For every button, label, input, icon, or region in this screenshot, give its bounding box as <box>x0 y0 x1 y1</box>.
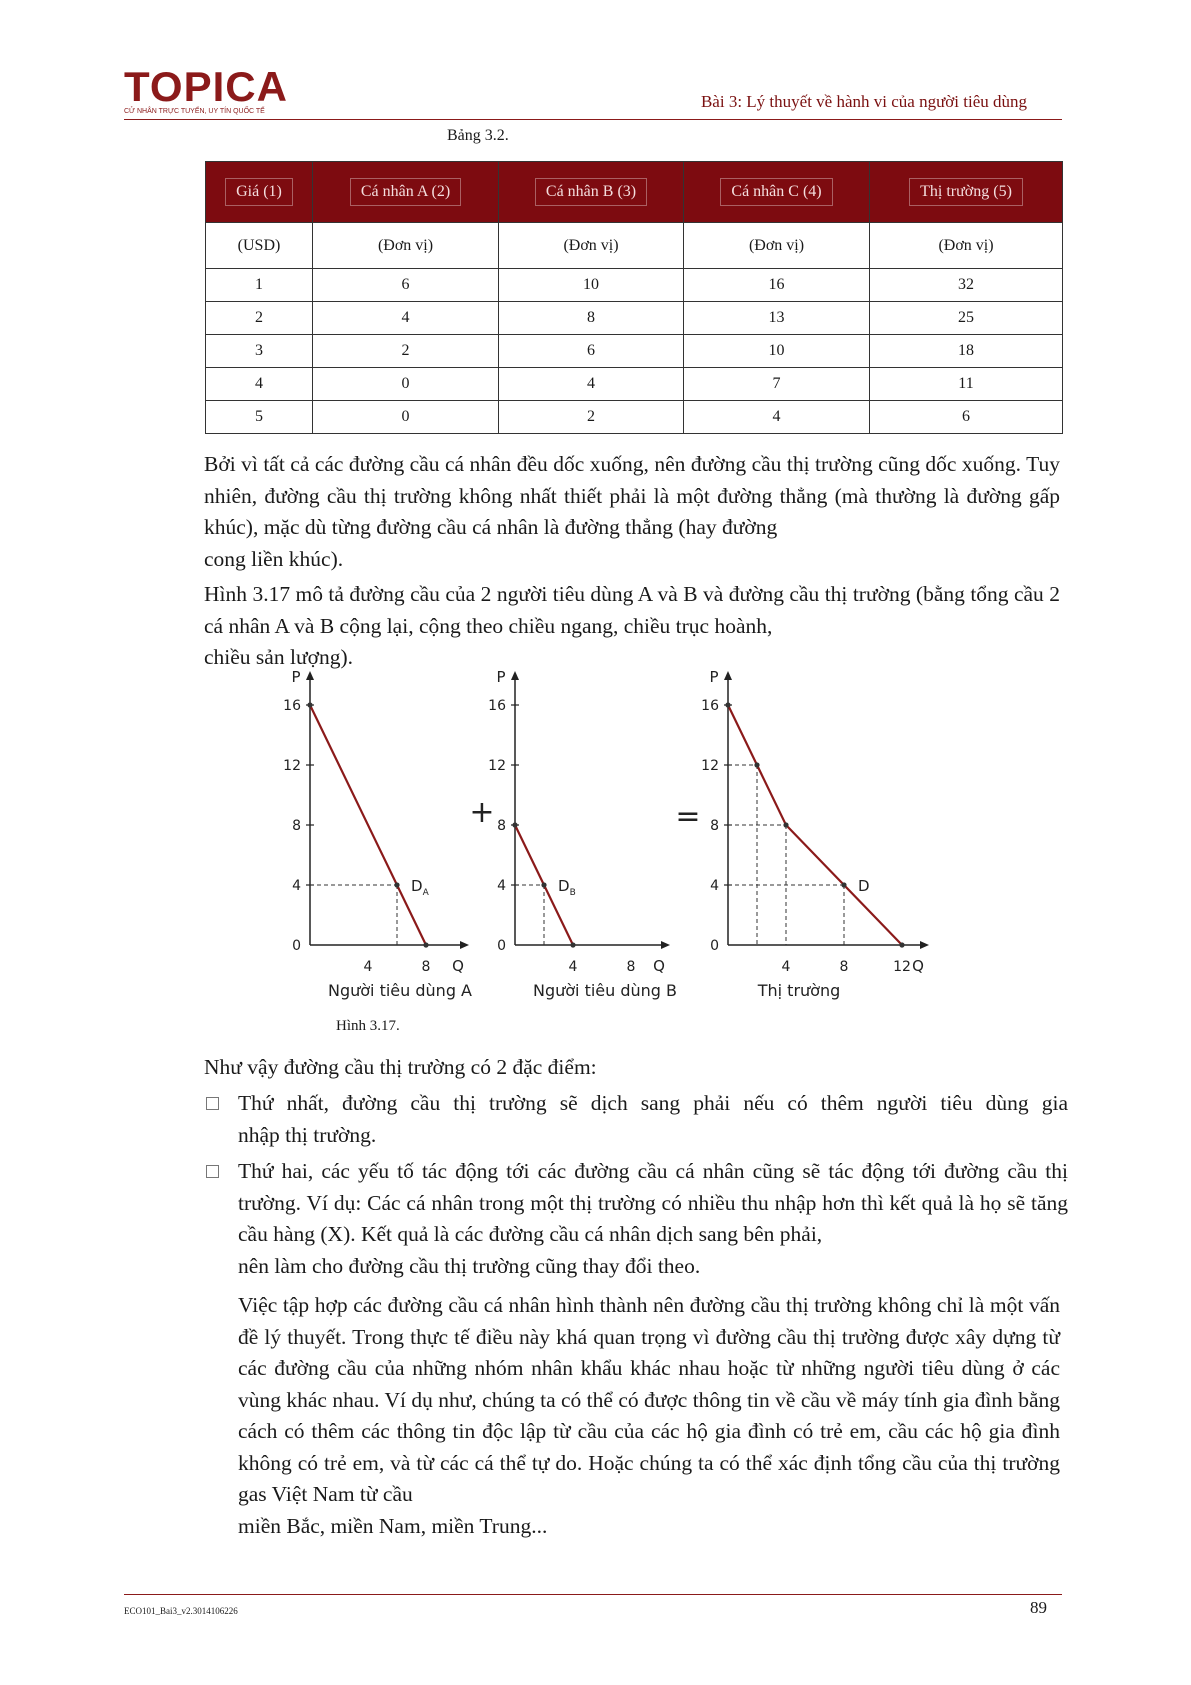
table-units-row <box>206 223 1063 269</box>
paragraph-text: Việc tập hợp các đường cầu cá nhân hình thành nên đường cầu thị trường không chỉ là một vấn đề lý thuyết. Trong thực tế điều này khá quan trọng vì đường cầu thị trường được xây dựng từ các đường cầu của những nhóm nhân khẩu khác nhau hoặc từ những người tiêu dùng ở các vùng khác nhau. Ví dụ như, chúng ta có thể có được thông tin về cầu về máy tính gia đình bằng cách có thêm các thông tin độc lập từ cầu của các hộ gia đình có trẻ em, cầu các hộ gia đình không có trẻ em, và từ các cá thể tự do. Hoặc chúng ta có thể xác định tổng cầu của thị trường gas Việt Nam từ cầu <box>238 1293 1060 1506</box>
x-tick-label: 4 <box>781 959 791 975</box>
y-tick-label: 12 <box>488 758 506 774</box>
table-cell: 5 <box>206 401 313 434</box>
y-tick-label: 4 <box>710 878 719 894</box>
table-cell: 4 <box>313 302 499 335</box>
curve-label: $D_B$ <box>558 877 576 898</box>
x-axis-label: Q <box>912 957 924 975</box>
y-tick-label: 16 <box>283 698 301 714</box>
x-tick-label: 8 <box>421 959 431 975</box>
table-cell: 1 <box>206 269 313 302</box>
y-tick-label: 4 <box>292 878 301 894</box>
table-header-cell: Thị trường (5) <box>870 162 1063 223</box>
bullet-text: nên làm cho đường cầu thị trường cũng thay đổi theo. <box>238 1253 701 1278</box>
x-axis-arrow <box>460 941 469 949</box>
table-cell: 6 <box>313 269 499 302</box>
table-cell: 2 <box>313 335 499 368</box>
x-axis-arrow <box>661 941 670 949</box>
table-cell: 6 <box>499 335 684 368</box>
table-cell: (Đơn vị) <box>313 223 499 269</box>
paragraph <box>204 579 1060 674</box>
curve-point <box>841 882 846 887</box>
curve-label: $D_A$ <box>411 877 429 898</box>
figure-caption: Hình 3.17. <box>336 1018 400 1034</box>
x-axis-arrow <box>920 941 929 949</box>
logo-tagline: CỬ NHÂN TRỰC TUYẾN, UY TÍN QUỐC TẾ <box>124 108 265 115</box>
table-cell: 11 <box>870 368 1063 401</box>
topica-logo <box>124 63 288 124</box>
panel-title: Người tiêu dùng B <box>532 981 678 1000</box>
plus-sign: + <box>469 795 495 830</box>
x-tick-label: 8 <box>626 959 636 975</box>
bullet-text: Thứ nhất, đường cầu thị trường sẽ dịch sang phải nếu có thêm người tiêu dùng gia <box>238 1091 1068 1115</box>
footer-divider <box>124 1594 1062 1595</box>
table-row <box>206 269 1063 302</box>
bullet-text: nhập thị trường. <box>238 1122 377 1147</box>
curve-point <box>307 702 312 707</box>
demand-curve <box>310 705 426 945</box>
table-cell: 4 <box>684 401 870 434</box>
x-tick-label: 4 <box>568 959 578 975</box>
demand-table <box>205 161 1063 434</box>
table-cell: 6 <box>870 401 1063 434</box>
paragraph-text: chiều sản lượng). <box>204 645 353 669</box>
table-cell: (Đơn vị) <box>870 223 1063 269</box>
y-tick-label: 16 <box>701 698 719 714</box>
table-cell: 13 <box>684 302 870 335</box>
logo-text: TOPICA <box>124 63 288 110</box>
table-header-cell: Cá nhân A (2) <box>313 162 499 223</box>
table-cell: 16 <box>684 269 870 302</box>
y-axis-arrow <box>724 671 732 680</box>
paragraph-text: cong liền khúc). <box>204 546 344 571</box>
header-divider <box>124 119 1062 120</box>
chart-panel-consumer-b <box>488 670 677 1000</box>
table-cell: (USD) <box>206 223 313 269</box>
x-axis-label: Q <box>653 957 665 975</box>
curve-point <box>754 762 759 767</box>
bullet-text: Thứ hai, các yếu tố tác động tới các đường cầu cá nhân cũng sẽ tác động tới đường cầu thị trường. Ví dụ: Các cá nhân trong một thị trường có nhiều thu nhập hơn thì kết quả là họ sẽ tăng cầu hàng (X). Kết quả là các đường cầu cá nhân dịch sang bên phải, <box>238 1159 1068 1246</box>
y-tick-label: 12 <box>701 758 719 774</box>
curve-point <box>725 702 730 707</box>
x-tick-label: 8 <box>839 959 849 975</box>
table-cell: 32 <box>870 269 1063 302</box>
table-cell: 10 <box>499 269 684 302</box>
y-tick-label: 8 <box>710 818 719 834</box>
curve-point <box>541 882 546 887</box>
paragraph-text: Bởi vì tất cả các đường cầu cá nhân đều dốc xuống, nên đường cầu thị trường cũng dốc xuống. Tuy nhiên, đường cầu thị trường không nhất thiết phải là một đường thẳng (mà thường là đường gấp khúc), mặc dù từng đường cầu cá nhân là đường thẳng (hay đường <box>204 452 1060 539</box>
paragraph <box>204 449 1060 575</box>
y-tick-label: 0 <box>497 938 506 954</box>
checkbox-bullet-icon <box>206 1165 219 1178</box>
x-tick-label: 12 <box>893 959 911 975</box>
x-axis-label: Q <box>452 957 464 975</box>
table-row <box>206 401 1063 434</box>
paragraph: Như vậy đường cầu thị trường có 2 đặc điểm: <box>204 1055 597 1079</box>
curve-label: D <box>858 877 870 895</box>
table-cell: 7 <box>684 368 870 401</box>
paragraph <box>238 1290 1060 1542</box>
y-tick-label: 8 <box>292 818 301 834</box>
table-cell: 25 <box>870 302 1063 335</box>
table-cell: 3 <box>206 335 313 368</box>
panel-title: Người tiêu dùng A <box>328 981 472 1000</box>
table-cell: 4 <box>499 368 684 401</box>
table-cell: 2 <box>499 401 684 434</box>
table-header-cell: Giá (1) <box>206 162 313 223</box>
y-axis-arrow <box>306 671 314 680</box>
table-cell: 10 <box>684 335 870 368</box>
table-cell: 18 <box>870 335 1063 368</box>
table-cell: 8 <box>499 302 684 335</box>
y-tick-label: 8 <box>497 818 506 834</box>
table-header-cell: Cá nhân C (4) <box>684 162 870 223</box>
table-row <box>206 302 1063 335</box>
y-tick-label: 16 <box>488 698 506 714</box>
table-cell: 0 <box>313 368 499 401</box>
demand-curve <box>728 705 902 945</box>
table-cell: (Đơn vị) <box>499 223 684 269</box>
checkbox-bullet-icon <box>206 1097 219 1110</box>
table-cell: 0 <box>313 401 499 434</box>
y-axis-label: P <box>496 670 506 686</box>
table-cell: (Đơn vị) <box>684 223 870 269</box>
y-axis-label: P <box>291 670 301 686</box>
paragraph-text: Hình 3.17 mô tả đường cầu của 2 người tiêu dùng A và B và đường cầu thị trường (bằng tổng cầu 2 cá nhân A và B cộng lại, cộng theo chiều ngang, chiều trục hoành, <box>204 582 1060 638</box>
table-header-row <box>206 162 1063 223</box>
document-code: ECO101_Bai3_v2.3014106226 <box>124 1606 238 1616</box>
x-tick-label: 4 <box>363 959 373 975</box>
panel-title: Thị trường <box>757 981 841 1000</box>
bullet-item <box>238 1088 1068 1151</box>
paragraph-text: miền Bắc, miền Nam, miền Trung... <box>238 1513 548 1538</box>
curve-point <box>423 942 428 947</box>
y-tick-label: 4 <box>497 878 506 894</box>
table-cell: 2 <box>206 302 313 335</box>
chart-panel-consumer-a <box>283 670 472 1000</box>
y-tick-label: 12 <box>283 758 301 774</box>
curve-point <box>394 882 399 887</box>
curve-point <box>899 942 904 947</box>
table-caption: Bảng 3.2. <box>447 127 509 144</box>
bullet-item <box>238 1156 1068 1282</box>
curve-point <box>512 822 517 827</box>
table-row <box>206 335 1063 368</box>
y-tick-label: 0 <box>292 938 301 954</box>
table-cell: 4 <box>206 368 313 401</box>
curve-point <box>570 942 575 947</box>
equals-sign: = <box>675 799 701 834</box>
y-axis-arrow <box>511 671 519 680</box>
curve-point <box>783 822 788 827</box>
table-row <box>206 368 1063 401</box>
demand-curves-figure <box>270 670 985 1010</box>
y-tick-label: 0 <box>710 938 719 954</box>
y-axis-label: P <box>709 670 719 686</box>
chapter-title: Bài 3: Lý thuyết về hành vi của người tiêu dùng <box>700 92 1027 111</box>
page-number: 89 <box>1030 1598 1047 1617</box>
table-header-cell: Cá nhân B (3) <box>499 162 684 223</box>
chart-panel-market <box>701 670 929 1000</box>
